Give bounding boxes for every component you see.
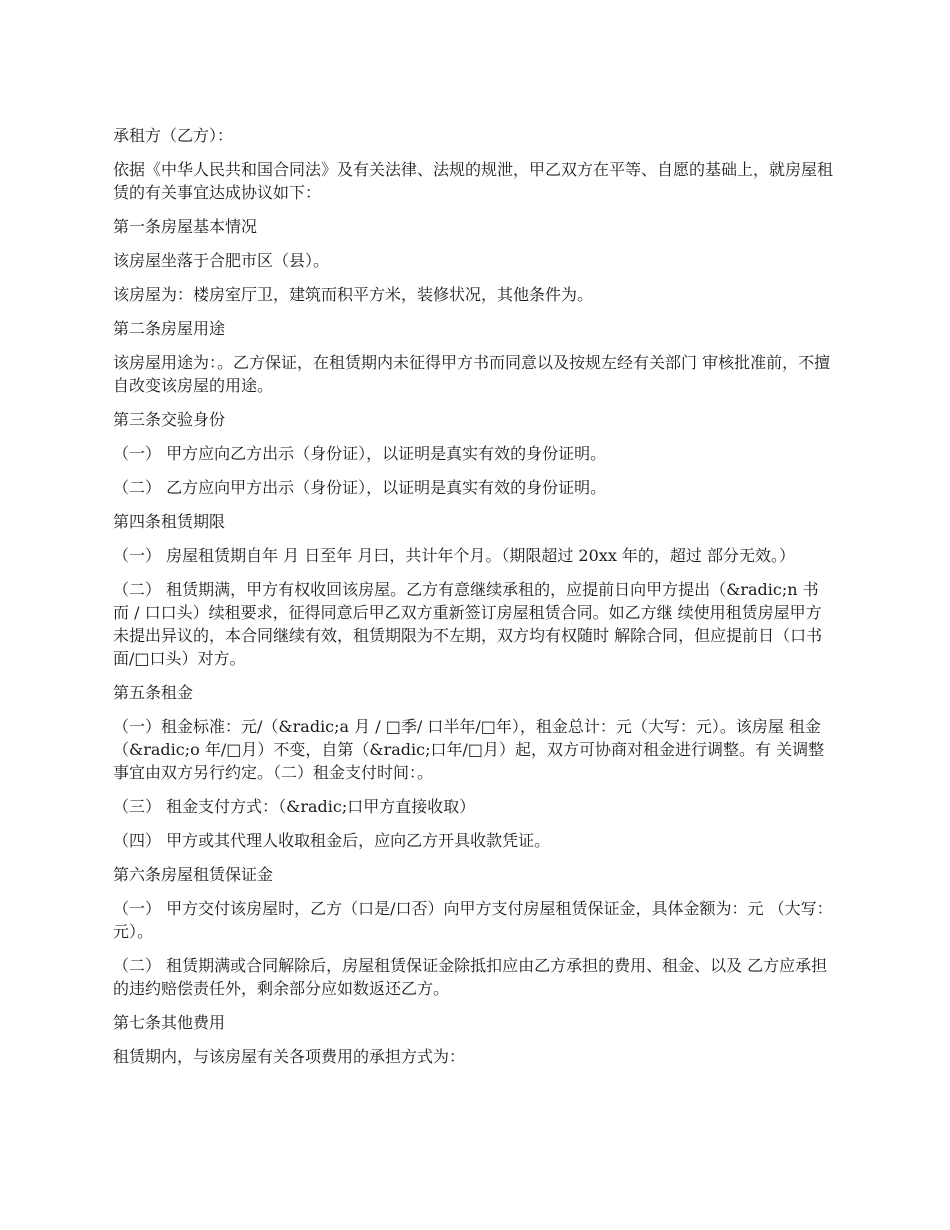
article-4-item-1: （一） 房屋租赁期自年 月 日至年 月曰，共计年个月。（期限超过 20xx 年的，超过 部分无效。） [113, 546, 796, 565]
article-3-item-2: （二） 乙方应向甲方出示（身份证），以证明是真实有效的身份证明。 [113, 478, 607, 497]
article-5-heading: 第五条租金 [113, 683, 194, 702]
article-1-heading: 第一条房屋基本情况 [113, 217, 258, 236]
article-6-item-2: （二） 租赁期满或合同解除后，房屋租赁保证金除抵扣应由乙方承担的费用、租金、以及 乙方应承担的违约赔偿责任外，剩余部分应如数返还乙方。 [113, 956, 828, 998]
preamble-paragraph: 依据《中华人民共和国合同法》及有关法律、法规的规泄，甲乙双方在平等、自愿的基础上，就房屋租赁的有关事宜达成协议如下： [113, 160, 834, 202]
article-1-description: 该房屋为：楼房室厅卫，建筑而积平方米，装修状况，其他条件为。 [113, 285, 594, 304]
article-7-heading: 第七条其他费用 [113, 1013, 226, 1032]
article-2-heading: 第二条房屋用途 [113, 319, 226, 338]
article-5-item-3: （三） 租金支付方式：（&radic;口甲方直接收取） [113, 797, 476, 816]
article-4-item-2: （二） 租赁期满，甲方有权收回该房屋。乙方有意继续承租的，应提前日向甲方提出（&radic;n 书而 / 口口头）续租要求，征得同意后甲乙双方重新签订房屋租赁合同。如乙方继 续使用租赁房屋甲方未提出异议的，本合同继续有效，租赁期限为不左期，双方均有权随时 解除合同，但应提前日（口书面/□口头）对方。 [113, 580, 823, 668]
article-6-heading: 第六条房屋租赁保证金 [113, 865, 274, 884]
article-7-text: 租赁期内，与该房屋有关各项费用的承担方式为： [113, 1047, 466, 1066]
article-6-item-1: （一） 甲方交付该房屋时，乙方（口是/口否）向甲方支付房屋租赁保证金，具体金额为：元 （大写：元）。 [113, 899, 833, 941]
article-5-item-4: （四） 甲方或其代理人收取租金后，应向乙方开具收款凭证。 [113, 831, 551, 850]
article-3-heading: 第三条交验身份 [113, 410, 226, 429]
article-2-usage: 该房屋用途为：。乙方保证，在租赁期内未征得甲方书而同意以及按规左经有关部门 审核批准前，不擅自改变该房屋的用途。 [113, 353, 831, 395]
article-3-item-1: （一） 甲方应向乙方出示（身份证），以证明是真实有效的身份证明。 [113, 444, 607, 463]
article-5-item-1: （一）租金标准：元/（&radic;a 月 / □季/ 口半年/□年），租金总计：元（大写：元）。该房屋 租金（&radic;o 年/□月）不变，自第（&radic;口年/□月）起，双方可协商对租金进行调整。有 关调整事宜由双方另行约定。（二）租金支付时间：。 [113, 717, 825, 782]
document-body [113, 124, 833, 1079]
article-4-heading: 第四条租赁期限 [113, 512, 226, 531]
party-b-line: 承租方（乙方）： [113, 126, 234, 145]
article-1-location: 该房屋坐落于合肥市区（县）。 [113, 251, 330, 270]
